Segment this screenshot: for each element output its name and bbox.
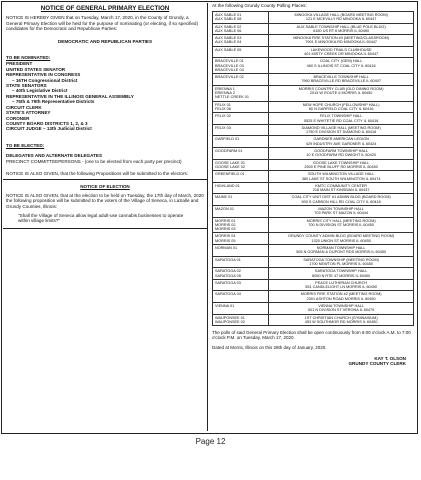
precinct-name: AUX SABLE 02 bbox=[215, 24, 242, 29]
location-name: 1ST CHRISTIAN CHURCH (GYMNASIUM) bbox=[304, 315, 378, 320]
precinct-name: NORMAN 01 bbox=[215, 246, 238, 251]
polling-place-row bbox=[213, 256, 414, 268]
location-cell bbox=[269, 314, 414, 326]
location-name: SOUTH WILMINGTON VILLAGE HALL bbox=[307, 172, 375, 177]
precinct-cell bbox=[213, 194, 269, 206]
precinct-name: MORRIS 02 bbox=[215, 222, 236, 227]
polls-open-text: The polls of said General Primary Election shall be open continuously from 6:00 o'clock A.M. to 7:00 o'clock P.M. on Tuesday, March 17, 2020. bbox=[212, 330, 411, 341]
precinct-name: BRACEVILLE 01 bbox=[215, 59, 244, 64]
location-address: 551 CANDLELIGHT LN MORRIS IL 60450 bbox=[305, 285, 377, 290]
precinct-name: GARFIELD 01 bbox=[215, 137, 240, 142]
precinct-name: GOOSE LAKE 02 bbox=[215, 164, 245, 169]
location-address: 1750 E DIVISION ST DIAMOND IL 60416 bbox=[305, 130, 377, 135]
location-address: 1700 NEWTON PL MORRIS IL 60450 bbox=[309, 261, 374, 266]
location-address: 80 N GARFIELD COAL CITY IL 60416 bbox=[308, 106, 374, 111]
precinct-name: SARATOGA 04 bbox=[215, 292, 241, 297]
location-name: MINOOKA FIRE STATION #3 (MEETING/CLASSROOM) bbox=[293, 36, 390, 41]
precinct-name: FELIX 02 bbox=[215, 114, 231, 119]
location-address: 380 LAKE ST SOUTH WILMINGTON IL 60474 bbox=[301, 176, 381, 181]
polling-place-row bbox=[213, 268, 414, 280]
polling-place-row bbox=[213, 206, 414, 218]
polling-place-row bbox=[213, 113, 414, 125]
polling-place-row bbox=[213, 46, 414, 58]
precinct-cell bbox=[213, 85, 269, 101]
location-address: 218 MAIN ST KINSMAN IL 60437 bbox=[312, 188, 370, 193]
notice-title: NOTICE OF GENERAL PRIMARY ELECTION bbox=[40, 5, 170, 12]
precinct-name: ERIENNA 1 bbox=[215, 86, 235, 91]
precinct-cell bbox=[213, 58, 269, 74]
polling-places-heading: At the following Grundy County Polling Places: bbox=[212, 3, 307, 8]
location-name: AUX SABLE TOWNSHIP HALL (BLUE POLE BLDG) bbox=[296, 24, 386, 29]
location-address: 1320 UNION ST MORRIS IL 60450 bbox=[311, 238, 371, 243]
precinct-name: BRACEVILLE 02 bbox=[215, 75, 244, 80]
precinct-cell bbox=[213, 101, 269, 113]
office-item: STATE SENATORS bbox=[6, 83, 47, 89]
location-cell bbox=[269, 171, 414, 183]
precinct-name: SARATOGA 02 bbox=[215, 269, 241, 274]
right-column bbox=[209, 3, 417, 431]
location-name: LAKEWOOD TRAILS CLUBHOUSE bbox=[310, 47, 372, 52]
location-address: 2500 E PINE BLUFF RD MORRIS IL 60450 bbox=[304, 164, 378, 169]
location-address: 7960 BRACEVILLE RD BRACEVILLE IL 60407 bbox=[301, 79, 381, 84]
polling-places-table bbox=[212, 11, 414, 326]
precinct-name: MORRIS 04 bbox=[215, 234, 236, 239]
elected-heading: TO BE ELECTED: bbox=[6, 142, 45, 148]
office-item: CORONER bbox=[6, 115, 30, 121]
location-address: 6150 US RT 6 MORRIS IL 60450 bbox=[313, 28, 370, 33]
location-name: DIAMOND VILLAGE HALL (MEETING ROOM) bbox=[301, 125, 381, 130]
precinct-name: BRACEVILLE 03 bbox=[215, 63, 244, 68]
polling-place-row bbox=[213, 279, 414, 291]
location-cell bbox=[269, 23, 414, 35]
precinct-cell bbox=[213, 279, 269, 291]
polling-place-row bbox=[213, 291, 414, 303]
location-name: MORRIS CITY HALL (MEETING ROOM) bbox=[306, 218, 376, 223]
left-column bbox=[3, 3, 208, 431]
polling-place-row bbox=[213, 148, 414, 160]
elected-item: PRECINCT COMMITTEEPERSONS - (one to be elected from each party per precinct) bbox=[6, 158, 182, 164]
precinct-name: HIGHLAND 01 bbox=[215, 183, 240, 188]
location-cell bbox=[269, 182, 414, 194]
precinct-name: FELIX 03 bbox=[215, 125, 231, 130]
precinct-cell bbox=[213, 256, 269, 268]
polling-place-row bbox=[213, 101, 414, 113]
office-item: – 16TH Congressional District bbox=[12, 77, 78, 83]
location-address: 505 N GORMAN & DUPONT RDS MORRIS IL 60450 bbox=[296, 250, 387, 255]
location-address: 7901 E MINOOKA RD MINOOKA IL 60447 bbox=[305, 40, 378, 45]
polling-place-row bbox=[213, 74, 414, 86]
nominate-heading: TO BE NOMINATED: bbox=[6, 55, 51, 61]
location-address: 401 MISTY CREEK DR MINOOKA IL 60447 bbox=[304, 51, 379, 56]
precinct-name: AUX SABLE 01 bbox=[215, 12, 242, 17]
location-name: MINOOKA VILLAGE HALL (BOARD MEETING ROOM) bbox=[294, 12, 388, 17]
location-cell bbox=[269, 194, 414, 206]
location-address: 5525 E WHITETIE RD COAL CITY IL 60416 bbox=[303, 118, 379, 123]
precinct-cell bbox=[213, 182, 269, 194]
dated-text: Dated at Morris, Illinois on this 28th day of January, 2020. bbox=[212, 344, 327, 350]
office-item: UNITED STATES SENATOR bbox=[6, 66, 66, 72]
precinct-name: BRACEVILLE 04 bbox=[215, 67, 244, 72]
location-name: SARATOGA TOWNSHIP (MEETING ROOM) bbox=[303, 257, 379, 262]
precinct-name: MORRIS 03 bbox=[215, 227, 236, 232]
precinct-cell bbox=[213, 74, 269, 86]
location-cell bbox=[269, 268, 414, 280]
precinct-name: VIENNA 01 bbox=[215, 304, 235, 309]
notice-election-heading: NOTICE OF ELECTION bbox=[80, 184, 130, 190]
precinct-cell bbox=[213, 148, 269, 160]
page-number: Page 12 bbox=[195, 437, 226, 446]
location-address: 2015 W ROUTE 6 MORRIS IL 60450 bbox=[309, 91, 373, 96]
precinct-name: MAINE 01 bbox=[215, 195, 233, 200]
location-cell bbox=[269, 11, 414, 23]
precinct-name: WAUPONSEE 02 bbox=[215, 319, 245, 324]
precinct-cell bbox=[213, 303, 269, 315]
location-address: 453 W SOUTHMOR RD MORRIS IL 60450 bbox=[304, 319, 378, 324]
location-cell bbox=[269, 113, 414, 125]
polling-place-row bbox=[213, 11, 414, 23]
signature-block bbox=[212, 356, 414, 367]
precinct-cell bbox=[213, 23, 269, 35]
notice-election-text: NOTICE IS ALSO GIVEN, that at the election to be held on Tuesday, the 17th day of March, 2020 the following proposition will be submitted to the voters of the Village of Seneca, in LaSalle and Grundy Counties, Illinois: bbox=[6, 192, 204, 209]
location-name: COAL CITY UNIT DIST #1 ADMIN BLDG (BOARD ROOM) bbox=[291, 195, 391, 200]
location-cell bbox=[269, 85, 414, 101]
office-item: PRESIDENT bbox=[6, 61, 33, 67]
parties-heading: DEMOCRATIC AND REPUBLICAN PARTIES bbox=[57, 38, 153, 44]
notice-intro: NOTICE IS HEREBY GIVEN that on Tuesday, March 17, 2020, in the County of Grundy, a General Primary Election will be held for the purpose of nominating (or electing, if so specified) candidates for the Democratic and Republican Parties: bbox=[6, 15, 199, 32]
location-cell bbox=[269, 74, 414, 86]
precinct-name: GREENFIELD 01 bbox=[215, 172, 245, 177]
location-cell bbox=[269, 217, 414, 233]
polling-place-row bbox=[213, 314, 414, 326]
polling-place-row bbox=[213, 217, 414, 233]
precinct-name: FELIX 01 bbox=[215, 102, 231, 107]
polling-place-row bbox=[213, 233, 414, 245]
offices-list bbox=[6, 61, 204, 131]
location-name: GOODFARM TOWNSHIP HALL bbox=[314, 149, 369, 154]
precinct-cell bbox=[213, 291, 269, 303]
location-cell bbox=[269, 291, 414, 303]
precinct-name: AUX SABLE 08 bbox=[215, 17, 242, 22]
location-cell bbox=[269, 256, 414, 268]
precinct-name: SARATOGA 05 bbox=[215, 273, 241, 278]
precinct-cell bbox=[213, 35, 269, 47]
precinct-cell bbox=[213, 245, 269, 257]
precinct-name: SARATOGA 01 bbox=[215, 257, 241, 262]
location-name: SARATOGA TOWNSHIP HALL bbox=[314, 269, 368, 274]
precinct-name: MORRIS 01 bbox=[215, 218, 236, 223]
polling-place-row bbox=[213, 245, 414, 257]
precinct-cell bbox=[213, 233, 269, 245]
location-name: FELIX TOWNSHIP HALL bbox=[319, 114, 363, 119]
location-cell bbox=[269, 124, 414, 136]
polling-place-row bbox=[213, 303, 414, 315]
precinct-name: ERIENNA 2 bbox=[215, 91, 235, 96]
polling-place-row bbox=[213, 124, 414, 136]
precinct-name: GOODFARM 01 bbox=[215, 149, 243, 154]
office-item: COUNTY BOARD DISTRICTS 1, 2, & 3 bbox=[6, 120, 88, 126]
elected-item: DELEGATES AND ALTERNATE DELEGATES bbox=[6, 153, 103, 159]
location-cell bbox=[269, 35, 414, 47]
office-item: STATE'S ATTORNEY bbox=[6, 110, 51, 116]
precinct-name: AUX SABLE 05 bbox=[215, 47, 242, 52]
office-item: REPRESENTATIVE IN THE ILLINOIS GENERAL ASSEMBLY bbox=[6, 93, 134, 99]
precinct-name: AUX SABLE 04 bbox=[215, 40, 242, 45]
location-name: BRACEVILLE TOWNSHIP HALL bbox=[313, 75, 369, 80]
location-address: 501 N DIVISION ST VERONA IL 60479 bbox=[308, 308, 375, 313]
precinct-name: NETTLE CREEK 01 bbox=[215, 95, 249, 100]
precinct-cell bbox=[213, 136, 269, 148]
location-address: 500 S CARBON HILL RD COAL CITY IL 60416 bbox=[301, 199, 381, 204]
location-cell bbox=[269, 148, 414, 160]
location-name: NORMAN TOWNSHIP HALL bbox=[316, 246, 366, 251]
polling-place-row bbox=[213, 159, 414, 171]
precinct-cell bbox=[213, 217, 269, 233]
location-address: 2301 ASHTON ROAD MORRIS IL 60450 bbox=[306, 296, 376, 301]
location-cell bbox=[269, 58, 414, 74]
precinct-cell bbox=[213, 206, 269, 218]
location-cell bbox=[269, 159, 414, 171]
location-name: VIENNA TOWNSHIP HALL bbox=[318, 304, 365, 309]
location-name: GRUNDY COUNTY ADMIN BLDG (BOARD MEETING ROOM) bbox=[288, 234, 395, 239]
signature-title: GRUNDY COUNTY CLERK bbox=[348, 361, 406, 367]
office-item: REPRESENTATIVE IN CONGRESS bbox=[6, 72, 81, 78]
precinct-name: MORRIS 05 bbox=[215, 238, 236, 243]
location-cell bbox=[269, 46, 414, 58]
signature-name: KAY T. OLSON bbox=[374, 355, 406, 361]
location-name: COAL CITY (GEM) HALL bbox=[319, 59, 363, 64]
location-cell bbox=[269, 245, 414, 257]
divider bbox=[3, 179, 207, 180]
location-cell bbox=[269, 206, 414, 218]
precinct-cell bbox=[213, 268, 269, 280]
precinct-name: MAZON 01 bbox=[215, 207, 234, 211]
proposition-intro: NOTICE IS ALSO GIVEN, that the following Propositions will be submitted to the electors: bbox=[6, 170, 189, 176]
divider bbox=[3, 228, 207, 229]
precinct-name: GOOSE LAKE 01 bbox=[215, 160, 245, 165]
location-address: 460 S ILLINOIS ST COAL CITY IL 60416 bbox=[306, 63, 376, 68]
proposition-quote: "Shall the Village of Seneca allow legal adult-use cannabis businesses to operate within village limits?" bbox=[18, 212, 184, 224]
polling-place-row bbox=[213, 23, 414, 35]
precinct-cell bbox=[213, 11, 269, 23]
location-cell bbox=[269, 303, 414, 315]
location-address: 703 PARK ST MAZON IL 60444 bbox=[314, 211, 368, 216]
location-cell bbox=[269, 101, 414, 113]
location-cell bbox=[269, 233, 414, 245]
precinct-name: AUX SABLE 06 bbox=[215, 28, 242, 33]
precinct-cell bbox=[213, 314, 269, 326]
precinct-cell bbox=[213, 113, 269, 125]
precinct-cell bbox=[213, 46, 269, 58]
office-item: CIRCUIT JUDGE – 13th Judicial District bbox=[6, 126, 92, 132]
polling-place-row bbox=[213, 136, 414, 148]
location-address: 10 E GOODFARM RD DWIGHT IL 60420 bbox=[306, 153, 376, 158]
location-address: 8050 N RTE 47 MORRIS IL 60450 bbox=[312, 273, 371, 278]
precinct-name: FELIX 06 bbox=[215, 106, 231, 111]
location-address: 121 E MCEVILLY RD MINOOKA IL 60447 bbox=[305, 17, 377, 22]
location-name: MORRIS COUNTRY CLUB (OLD DINING ROOM) bbox=[298, 86, 384, 91]
precinct-cell bbox=[213, 171, 269, 183]
polling-place-row bbox=[213, 194, 414, 206]
precinct-cell bbox=[213, 159, 269, 171]
office-item: – 75th & 79th Representative Districts bbox=[12, 99, 95, 105]
location-name: NEW HOPE CHURCH (FELLOWSHIP HALL) bbox=[302, 102, 380, 107]
precinct-name: AUX SABLE 03 bbox=[215, 36, 242, 41]
location-name: KMTC COMMUNITY CENTER bbox=[315, 183, 368, 188]
precinct-cell bbox=[213, 124, 269, 136]
location-name: GOOSE LAKE TOWNSHIP HALL bbox=[312, 160, 370, 165]
polling-place-row bbox=[213, 58, 414, 74]
polling-place-row bbox=[213, 171, 414, 183]
location-cell bbox=[269, 279, 414, 291]
polling-place-row bbox=[213, 35, 414, 47]
location-name: GARDNER AMERICAN LEGION bbox=[313, 137, 369, 142]
location-cell bbox=[269, 136, 414, 148]
location-address: 700 N DIVISION ST MORRIS IL 60450 bbox=[308, 222, 374, 227]
location-name: MORRIS FIRE STATION #2 (MEETING ROOM) bbox=[300, 292, 382, 297]
location-address: 429 INDUSTRY AVE GARDNER IL 60424 bbox=[305, 141, 377, 146]
office-item: CIRCUIT CLERK bbox=[6, 104, 42, 110]
polling-place-row bbox=[213, 182, 414, 194]
location-name: MAZON TOWNSHIP HALL bbox=[318, 207, 364, 211]
precinct-name: SARATOGA 03 bbox=[215, 280, 241, 285]
precinct-name: WAUPONSEE 01 bbox=[215, 315, 245, 320]
location-name: PEACE LUTHERAN CHURCH bbox=[315, 280, 368, 285]
office-item: – 40th Legislative District bbox=[12, 88, 68, 94]
polling-place-row bbox=[213, 85, 414, 101]
